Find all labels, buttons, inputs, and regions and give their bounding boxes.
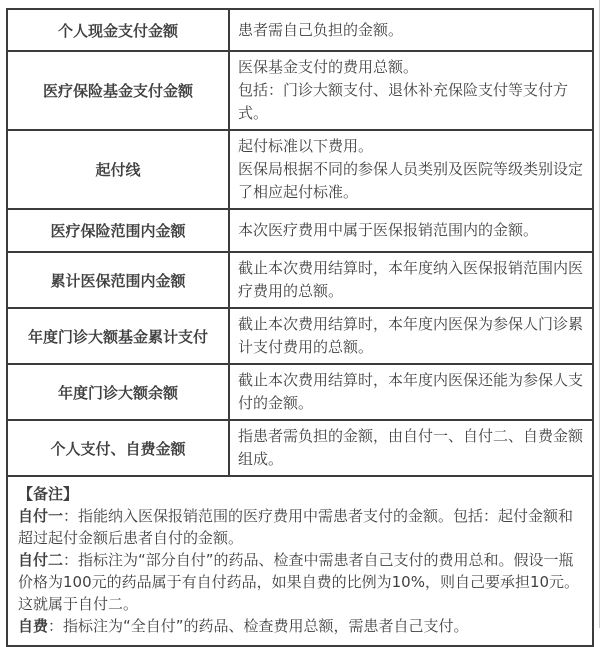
note-text: ：指能纳入医保报销范围的医疗费用中需患者支付的金额。包括：起付金额和超过起付金额后患者自付的金额。 bbox=[18, 507, 574, 547]
term-cell: 累计医保范围内金额 bbox=[8, 253, 230, 307]
term-cell: 医疗保险范围内金额 bbox=[8, 210, 230, 251]
notes-title: 【备注】 bbox=[18, 485, 79, 503]
description-text: 截止本次费用结算时，本年度纳入医保报销范围内医疗费用的总额。 bbox=[238, 259, 584, 300]
table-row bbox=[8, 309, 592, 365]
description-text: 截止本次费用结算时，本年度内医保为参保人门诊累计支付费用的总额。 bbox=[238, 315, 584, 356]
note-item bbox=[18, 615, 582, 637]
note-text: ：指标注为“部分自付”的药品、检查中需患者自己支付的费用总和。假设一瓶价格为100元的药品属于有自付药品，如果自费的比例为10%，则自己要承担10元。这就属于自付二。 bbox=[18, 551, 580, 613]
description-text: 医保局根据不同的参保人员类别及医院等级类别设定了相应起付标准。 bbox=[238, 160, 584, 201]
table-row bbox=[8, 131, 592, 210]
note-term: 自费 bbox=[18, 617, 49, 635]
description-cell bbox=[230, 10, 592, 50]
description-text: 截止本次费用结算时，本年度内医保还能为参保人支付的金额。 bbox=[238, 371, 584, 412]
table-row bbox=[8, 421, 592, 477]
term-cell: 医疗保险基金支付金额 bbox=[8, 52, 230, 129]
description-cell bbox=[230, 309, 592, 363]
description-cell bbox=[230, 131, 592, 208]
note-term: 自付一 bbox=[18, 507, 64, 525]
table-row bbox=[8, 52, 592, 131]
description-text: 患者需自己负担的金额。 bbox=[238, 20, 404, 39]
description-text: 包括：门诊大额支付、退休补充保险支付等支付方式。 bbox=[238, 81, 569, 122]
description-cell bbox=[230, 52, 592, 129]
description-text: 本次医疗费用中属于医保报销范围内的金额。 bbox=[238, 221, 539, 239]
description-text: 医保基金支付的费用总额。 bbox=[238, 58, 419, 76]
description-cell bbox=[230, 365, 592, 419]
description-cell bbox=[230, 421, 592, 475]
note-item bbox=[18, 505, 582, 549]
term-cell: 起付线 bbox=[8, 131, 230, 208]
note-item bbox=[18, 549, 582, 615]
description-cell bbox=[230, 253, 592, 307]
description-text: 起付标准以下费用。 bbox=[238, 137, 374, 155]
term-cell: 个人现金支付金额 bbox=[8, 10, 230, 50]
description-text: 指患者需负担的金额，由自付一、自付二、自费金额组成。 bbox=[238, 427, 584, 468]
term-cell: 年度门诊大额基金累计支付 bbox=[8, 309, 230, 363]
table-row bbox=[8, 365, 592, 421]
note-text: ：指标注为“全自付”的药品、检查费用总额，需患者自己支付。 bbox=[48, 617, 469, 635]
term-cell: 个人支付、自费金额 bbox=[8, 421, 230, 475]
description-cell bbox=[230, 210, 592, 251]
table-row bbox=[8, 210, 592, 253]
table-row bbox=[8, 10, 592, 52]
table-row bbox=[8, 253, 592, 309]
notes-section bbox=[8, 477, 592, 645]
insurance-terms-table bbox=[6, 8, 594, 647]
note-term: 自付二 bbox=[18, 551, 64, 569]
term-cell: 年度门诊大额余额 bbox=[8, 365, 230, 419]
